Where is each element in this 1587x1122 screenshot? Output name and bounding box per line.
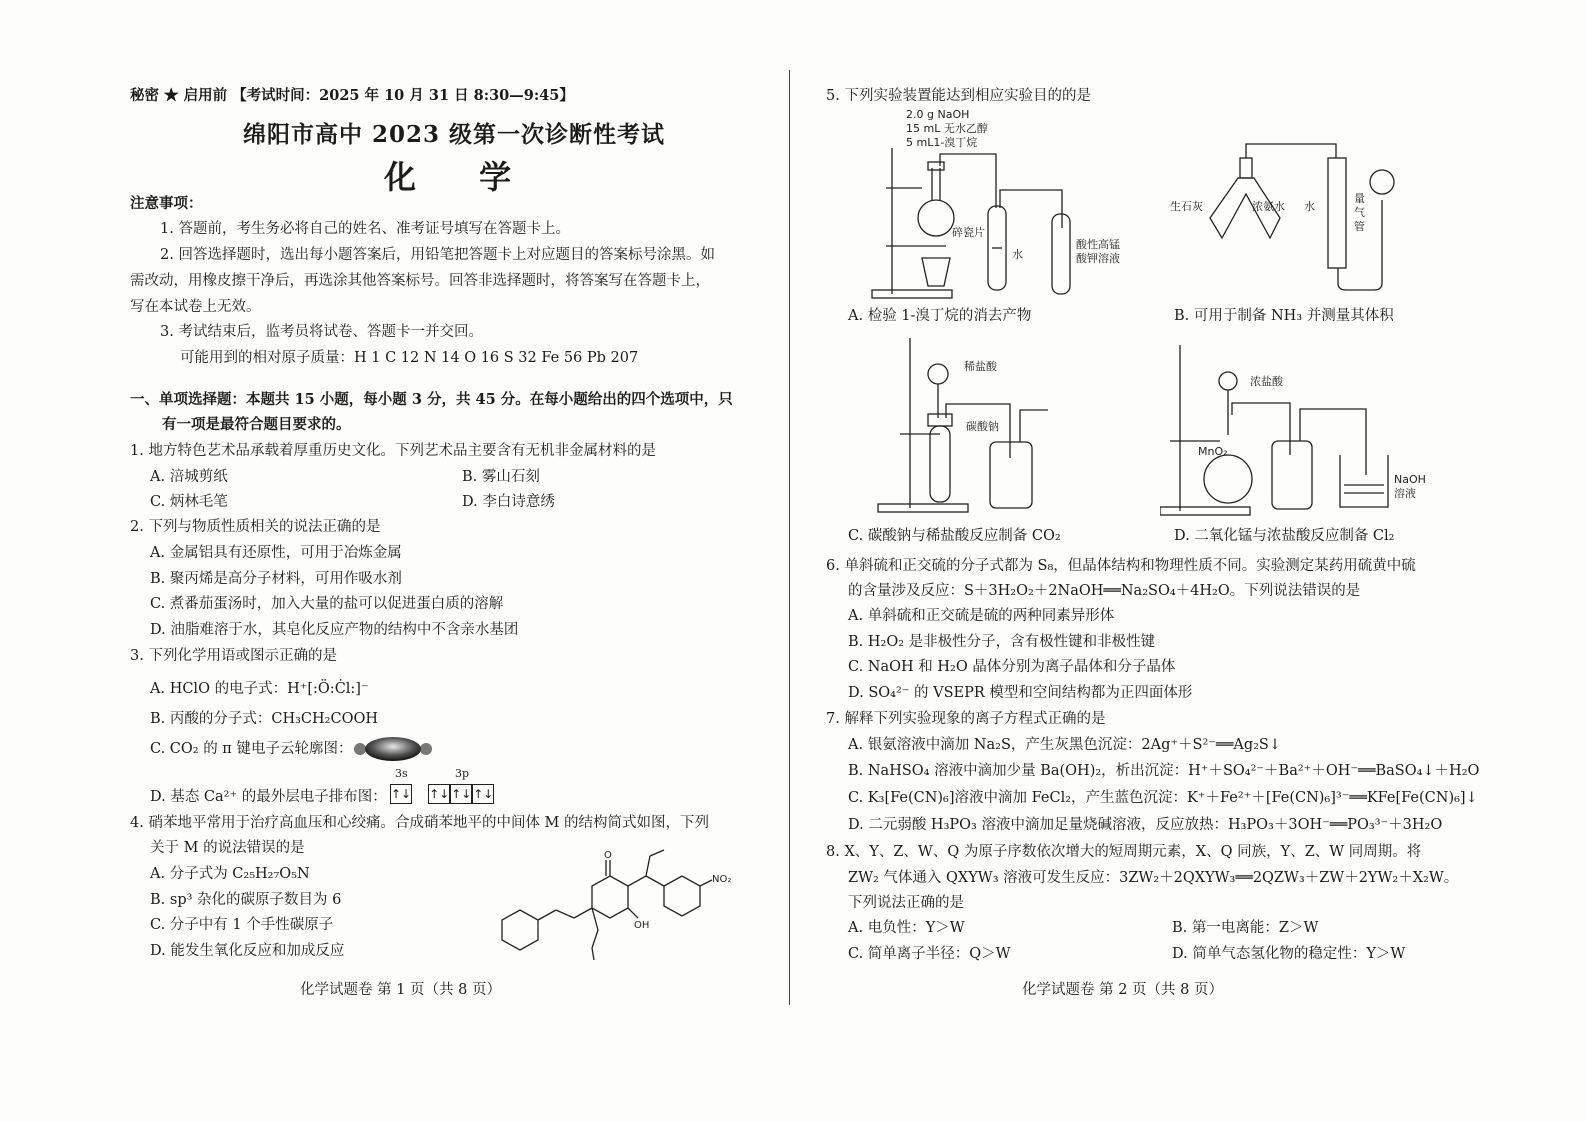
q7-option-c: C. K₃[Fe(CN)₆]溶液中滴加 FeCl₂，产生蓝色沉淀：K⁺＋Fe²⁺＋[Fe(CN)₆]³⁻══KFe[Fe(CN)₆]↓ xyxy=(848,790,1478,806)
q5-stem: 5. 下列实验装置能达到相应实验目的的是 xyxy=(826,88,1091,104)
orbital-3p-label: 3p xyxy=(455,767,470,780)
q2-option-a: A. 金属铝具有还原性，可用于冶炼金属 xyxy=(150,545,402,561)
q4-option-a: A. 分子式为 C₂₅H₂₇O₅N xyxy=(150,866,310,882)
q1-stem: 1. 地方特色艺术品承载着厚重历史文化。下列艺术品主要含有无机非金属材料的是 xyxy=(130,443,656,459)
exam-title: 绵阳市高中 2023 级第一次诊断性考试 xyxy=(243,121,666,148)
label-kmno4-1: 酸性高锰 xyxy=(1076,238,1120,251)
q2-stem: 2. 下列与物质性质相关的说法正确的是 xyxy=(130,519,381,535)
label-gas-burette-2: 气 xyxy=(1354,206,1365,219)
molecule-m-structure xyxy=(490,848,740,964)
q1-option-c: C. 炳林毛笔 xyxy=(150,494,228,510)
atomic-mass-line: 可能用到的相对原子质量：H 1 C 12 N 14 O 16 S 32 Fe 56 Pb 207 xyxy=(180,350,639,366)
q6-option-d: D. SO₄²⁻ 的 VSEPR 模型和空间结构都为正四面体形 xyxy=(848,685,1193,701)
q6-option-b: B. H₂O₂ 是非极性分子，含有极性键和非极性键 xyxy=(848,634,1156,650)
page-divider xyxy=(789,70,790,1005)
q5-option-a: A. 检验 1-溴丁烷的消去产物 xyxy=(848,308,1032,324)
label-boiling-chips: 碎瓷片 xyxy=(952,226,985,239)
orbital-box-3p: ↑↓ xyxy=(428,784,450,804)
page-footer: 化学试题卷 第 1 页（共 8 页） xyxy=(300,982,501,998)
label-mno2: MnO₂ xyxy=(1198,445,1228,458)
q4-option-b: B. sp³ 杂化的碳原子数目为 6 xyxy=(150,892,342,908)
q6-option-a: A. 单斜硫和正交硫是硫的两种同素异形体 xyxy=(848,608,1115,624)
q3-option-a-text: A. HClO 的电子式： xyxy=(150,681,288,697)
notice-title: 注意事项： xyxy=(130,195,203,212)
label-bromobutane: 5 mL1-溴丁烷 xyxy=(906,136,978,149)
label-ethanol: 15 mL 无水乙醇 xyxy=(906,122,988,135)
no2-label: NO₂ xyxy=(712,874,732,885)
label-water: 水 xyxy=(1012,248,1023,261)
orbital-box-3s: ↑↓ xyxy=(390,784,412,804)
label-gas-burette-3: 管 xyxy=(1354,220,1365,233)
q1-option-d: D. 李白诗意绣 xyxy=(462,494,555,510)
apparatus-d-diagram xyxy=(1160,345,1450,520)
section-heading-cont: 有一项是最符合题目要求的。 xyxy=(162,416,351,433)
notice-line: 写在本试卷上无效。 xyxy=(130,299,261,315)
q8-option-a: A. 电负性：Y＞W xyxy=(848,920,965,936)
q2-option-c: C. 煮番茄蛋汤时，加入大量的盐可以促进蛋白质的溶解 xyxy=(150,596,504,612)
q3-option-a xyxy=(150,679,369,699)
q1-option-b: B. 雾山石刻 xyxy=(462,469,540,485)
q7-stem: 7. 解释下列实验现象的离子方程式正确的是 xyxy=(826,711,1106,727)
q4-stem: 4. 硝苯地平常用于治疗高血压和心绞痛。合成硝苯地平的中间体 M 的结构简式如图，下列 xyxy=(130,815,710,831)
label-sodium-carbonate: 碳酸钠 xyxy=(966,420,999,433)
q8-option-b: B. 第一电离能：Z＞W xyxy=(1172,920,1319,936)
q4-option-c: C. 分子中有 1 个手性碳原子 xyxy=(150,917,334,933)
q8-stem-cont2: 下列说法正确的是 xyxy=(848,895,964,911)
q2-option-d: D. 油脂难溶于水，其皂化反应产物的结构中不含亲水基团 xyxy=(150,622,519,638)
q6-option-c: C. NaOH 和 H₂O 晶体分别为离子晶体和分子晶体 xyxy=(848,659,1176,675)
q4-stem-cont: 关于 M 的说法错误的是 xyxy=(150,840,305,856)
q3-option-d: D. 基态 Ca²⁺ 的最外层电子排布图： xyxy=(150,789,387,805)
orbital-box-3p: ↑↓ xyxy=(472,784,494,804)
notice-line: 1. 答题前，考生务必将自己的姓名、准考证号填写在答题卡上。 xyxy=(160,221,570,237)
q5-option-d: D. 二氧化锰与浓盐酸反应制备 Cl₂ xyxy=(1174,528,1395,544)
q8-stem-cont: ZW₂ 气体通入 QXYW₃ 溶液可发生反应：3ZW₂＋2QXYW₃══2QZW₃＋ZW＋2YW₂＋X₂W。 xyxy=(848,870,1459,886)
page-footer: 化学试题卷 第 2 页（共 8 页） xyxy=(1022,982,1223,998)
orbital-diagram xyxy=(390,783,494,804)
label-water-b: 水 xyxy=(1304,200,1315,213)
q3-stem: 3. 下列化学用语或图示正确的是 xyxy=(130,648,337,664)
q1-option-a: A. 涪城剪纸 xyxy=(150,469,228,485)
hydroxyl-label: OH xyxy=(634,920,650,931)
q2-option-b: B. 聚丙烯是高分子材料，可用作吸水剂 xyxy=(150,571,402,587)
q3-option-b: B. 丙酸的分子式：CH₃CH₂COOH xyxy=(150,711,378,727)
apparatus-c-diagram xyxy=(870,338,1130,518)
q4-option-d: D. 能发生氧化反应和加成反应 xyxy=(150,943,345,959)
notice-line: 需改动，用橡皮擦干净后，再选涂其他答案标号。回答非选择题时，将答案写在答题卡上， xyxy=(130,273,710,289)
label-solution: 溶液 xyxy=(1394,487,1416,500)
apparatus-a-diagram xyxy=(866,108,1166,303)
label-quicklime: 生石灰 xyxy=(1170,200,1203,213)
exam-header: 秘密 ★ 启用前 【考试时间：2025 年 10 月 31 日 8:30—9:45】 xyxy=(130,87,574,104)
q6-stem-cont: 的含量涉及反应：S＋3H₂O₂＋2NaOH══Na₂SO₄＋4H₂O。下列说法错误的是 xyxy=(848,583,1361,599)
q8-option-c: C. 简单离子半径：Q＞W xyxy=(848,946,1011,962)
q5-option-b: B. 可用于制备 NH₃ 并测量其体积 xyxy=(1174,308,1394,324)
orbital-3s-label: 3s xyxy=(395,767,408,780)
notice-line: 2. 回答选择题时，选出每小题答案后，用铅笔把答题卡上对应题目的答案标号涂黑。如 xyxy=(160,247,715,263)
section-heading: 一、单项选择题：本题共 15 小题，每小题 3 分，共 45 分。在每小题给出的四个选项中，只 xyxy=(130,391,733,408)
label-naoh: NaOH xyxy=(1394,473,1426,486)
q7-option-b: B. NaHSO₄ 溶液中滴加少量 Ba(OH)₂，析出沉淀：H⁺＋SO₄²⁻＋Ba²⁺＋OH⁻══BaSO₄↓＋H₂O xyxy=(848,763,1480,779)
label-naoh-mass: 2.0 g NaOH xyxy=(906,108,970,121)
label-ammonia-solution: 浓氨水 xyxy=(1252,200,1285,213)
orbital-box-3p: ↑↓ xyxy=(450,784,472,804)
q7-option-a: A. 银氨溶液中滴加 Na₂S，产生灰黑色沉淀：2Ag⁺＋S²⁻══Ag₂S↓ xyxy=(848,737,1282,753)
hclo-electron-formula: H⁺[:Ö:Ċl:]⁻ xyxy=(287,681,369,697)
q7-option-d: D. 二元弱酸 H₃PO₃ 溶液中滴加足量烧碱溶液，反应放热：H₃PO₃＋3OH⁻══PO₃³⁻＋3H₂O xyxy=(848,817,1443,833)
notice-line: 3. 考试结束后，监考员将试卷、答题卡一并交回。 xyxy=(160,324,483,340)
carbonyl-o-label: O xyxy=(604,850,612,861)
label-dilute-hcl: 稀盐酸 xyxy=(964,360,997,373)
label-gas-burette-1: 量 xyxy=(1354,192,1365,205)
q8-option-d: D. 简单气态氢化物的稳定性：Y＞W xyxy=(1172,946,1406,962)
q6-stem: 6. 单斜硫和正交硫的分子式都为 S₈，但晶体结构和物理性质不同。实验测定某药用硫黄中硫 xyxy=(826,558,1416,574)
pi-bond-cloud-icon xyxy=(352,734,434,764)
label-kmno4-2: 酸钾溶液 xyxy=(1076,252,1120,265)
label-conc-hcl: 浓盐酸 xyxy=(1250,375,1283,388)
apparatus-b-diagram xyxy=(1170,118,1420,293)
q3-option-c: C. CO₂ 的 π 键电子云轮廓图： xyxy=(150,741,353,757)
subject-title: 化 学 xyxy=(384,158,538,196)
q8-stem: 8. X、Y、Z、W、Q 为原子序数依次增大的短周期元素，X、Q 同族，Y、Z、W 同周期。将 xyxy=(826,844,1422,860)
q5-option-c: C. 碳酸钠与稀盐酸反应制备 CO₂ xyxy=(848,528,1061,544)
